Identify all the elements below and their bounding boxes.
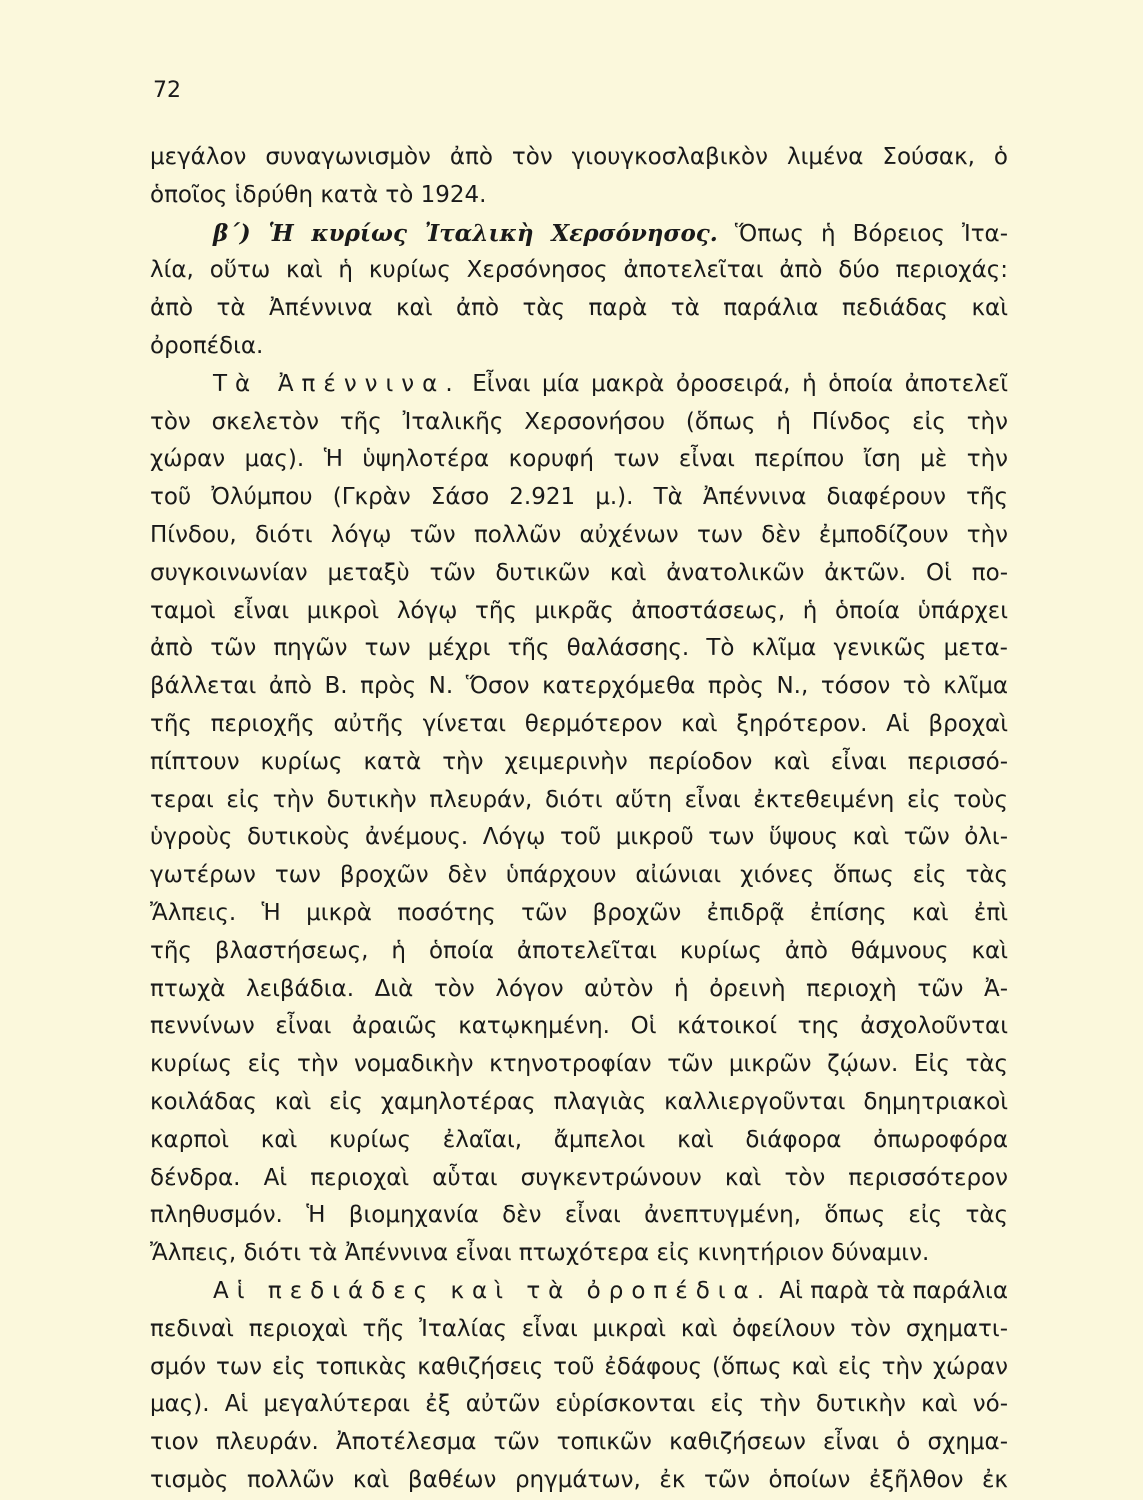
text-line: ἀπὸ τῶν πηγῶν των μέχρι τῆς θαλάσσης. Τὸ κλῖμα γενικῶς μετα-	[150, 635, 1008, 662]
text-line: κοιλάδας καὶ εἰς χαμηλοτέρας πλαγιὰς καλλιεργοῦνται δημητριακοὶ	[150, 1088, 1008, 1115]
text-line: κυρίως εἰς τὴν νομαδικὴν κτηνοτροφίαν τῶν μικρῶν ζῴων. Εἰς τὰς	[150, 1051, 1008, 1078]
text-line: ὁποῖος ἱδρύθη κατὰ τὸ 1924.	[150, 181, 487, 208]
text-line: μεγάλον συναγωνισμὸν ἀπὸ τὸν γιουγκοσλαβικὸν λιμένα Σούσακ, ὁ	[150, 144, 1008, 170]
text-line: πίπτουν κυρίως κατὰ τὴν χειμερινὴν περίοδον καὶ εἶναι περισσό-	[150, 748, 1008, 775]
page-number: 72	[153, 78, 181, 103]
text-line: ταμοὶ εἶναι μικροὶ λόγῳ τῆς μικρᾶς ἀποστάσεως, ἡ ὁποία ὑπάρχει	[150, 597, 1008, 624]
text-line: ὑγροὺς δυτικοὺς ἀνέμους. Λόγῳ τοῦ μικροῦ των ὕψους καὶ τῶν ὀλι-	[150, 824, 1008, 851]
section-heading-peninsula: β΄) Ἡ κυρίως Ἰταλικὴ Χερσόνησος.	[213, 219, 718, 247]
text-line: Ἄλπεις. Ἡ μικρὰ ποσότης τῶν βροχῶν ἐπιδρᾷ ἐπίσης καὶ ἐπὶ	[150, 899, 1008, 926]
text-line: καρποὶ καὶ κυρίως ἐλαῖαι, ἄμπελοι καὶ διάφορα ὀπωροφόρα	[150, 1126, 1008, 1153]
text-line-start: Ὅπως ἡ Βόρειος Ἰτα-	[734, 220, 1009, 247]
text-line: πεννίνων εἶναι ἀραιῶς κατῳκημένη. Οἱ κάτοικοί της ἀσχολοῦνται	[150, 1013, 1008, 1040]
text-line: μας). Αἱ μεγαλύτεραι ἐξ αὐτῶν εὑρίσκονται εἰς τὴν δυτικὴν καὶ νό-	[150, 1391, 1008, 1418]
text-line: τεραι εἰς τὴν δυτικὴν πλευράν, διότι αὕτη εἶναι ἐκτεθειμένη εἰς τοὺς	[150, 786, 1008, 813]
text-line: Πίνδου, διότι λόγῳ τῶν πολλῶν αὐχένων των δὲν ἐμποδίζουν τὴν	[150, 521, 1008, 548]
text-line: Ἄλπεις, διότι τὰ Ἀπέννινα εἶναι πτωχότερα εἰς κινητήριον δύναμιν.	[150, 1240, 930, 1267]
text-line: τοῦ Ὀλύμπου (Γκρὰν Σάσο 2.921 μ.). Τὰ Ἀπέννινα διαφέρουν τῆς	[150, 484, 1008, 511]
section-heading-apennines: Τὰ Ἀπέννινα.	[213, 370, 461, 397]
text-line: ἀπὸ τὰ Ἀπέννινα καὶ ἀπὸ τὰς παρὰ τὰ παράλια πεδιάδας καὶ	[150, 295, 1008, 322]
text-line: ὀροπέδια.	[150, 332, 264, 359]
text-line: βάλλεται ἀπὸ Β. πρὸς Ν. Ὅσον κατερχόμεθα πρὸς Ν., τόσον τὸ κλῖμα	[150, 673, 1008, 700]
text-line: συγκοινωνίαν μεταξὺ τῶν δυτικῶν καὶ ἀνατολικῶν ἀκτῶν. Οἱ πο-	[150, 559, 1008, 586]
text-line: χώραν μας). Ἡ ὑψηλοτέρα κορυφή των εἶναι περίπου ἴση μὲ τὴν	[150, 446, 1008, 473]
text-line: τισμὸς πολλῶν καὶ βαθέων ρηγμάτων, ἐκ τῶν ὁποίων ἐξῆλθον ἐκ	[150, 1466, 1008, 1493]
text-line: πληθυσμόν. Ἡ βιομηχανία δὲν εἶναι ἀνεπτυγμένη, ὅπως εἰς τὰς	[150, 1202, 1008, 1229]
text-line-start: Αἱ παρὰ τὰ παράλια	[779, 1277, 1009, 1304]
text-line: τὸν σκελετὸν τῆς Ἰταλικῆς Χερσονήσου (ὅπως ἡ Πίνδος εἰς τὴν	[150, 408, 1008, 435]
text-line: πεδιναὶ περιοχαὶ τῆς Ἰταλίας εἶναι μικραὶ καὶ ὀφείλουν τὸν σχηματι-	[150, 1315, 1008, 1342]
text-line: λία, οὕτω καὶ ἡ κυρίως Χερσόνησος ἀποτελεῖται ἀπὸ δύο περιοχάς:	[150, 257, 1008, 284]
body-text	[150, 139, 1008, 1500]
section-first-line	[150, 366, 1008, 404]
text-line: δένδρα. Αἱ περιοχαὶ αὗται συγκεντρώνουν καὶ τὸν περισσότερον	[150, 1164, 1008, 1191]
section-first-line	[150, 1273, 1008, 1311]
section-first-line	[150, 215, 1008, 253]
text-line: τιον πλευράν. Ἀποτέλεσμα τῶν τοπικῶν καθιζήσεων εἶναι ὁ σχημα-	[150, 1429, 1008, 1456]
text-line-start: Εἶναι μία μακρὰ ὀροσειρά, ἡ ὁποία ἀποτελεῖ	[472, 370, 1008, 397]
text-line: πτωχὰ λειβάδια. Διὰ τὸν λόγον αὐτὸν ἡ ὀρεινὴ περιοχὴ τῶν Ἀ-	[150, 975, 1008, 1002]
text-line: γωτέρων των βροχῶν δὲν ὑπάρχουν αἰώνιαι χιόνες ὅπως εἰς τὰς	[150, 862, 1008, 889]
section-heading-plains: Αἱ πεδιάδες καὶ τὰ ὀροπέδια.	[213, 1277, 773, 1304]
text-line: τῆς βλαστήσεως, ἡ ὁποία ἀποτελεῖται κυρίως ἀπὸ θάμνους καὶ	[150, 937, 1008, 964]
text-line: τῆς περιοχῆς αὐτῆς γίνεται θερμότερον καὶ ξηρότερον. Αἱ βροχαὶ	[150, 710, 1008, 737]
text-line: σμόν των εἰς τοπικὰς καθιζήσεις τοῦ ἐδάφους (ὅπως καὶ εἰς τὴν χώραν	[150, 1353, 1008, 1380]
